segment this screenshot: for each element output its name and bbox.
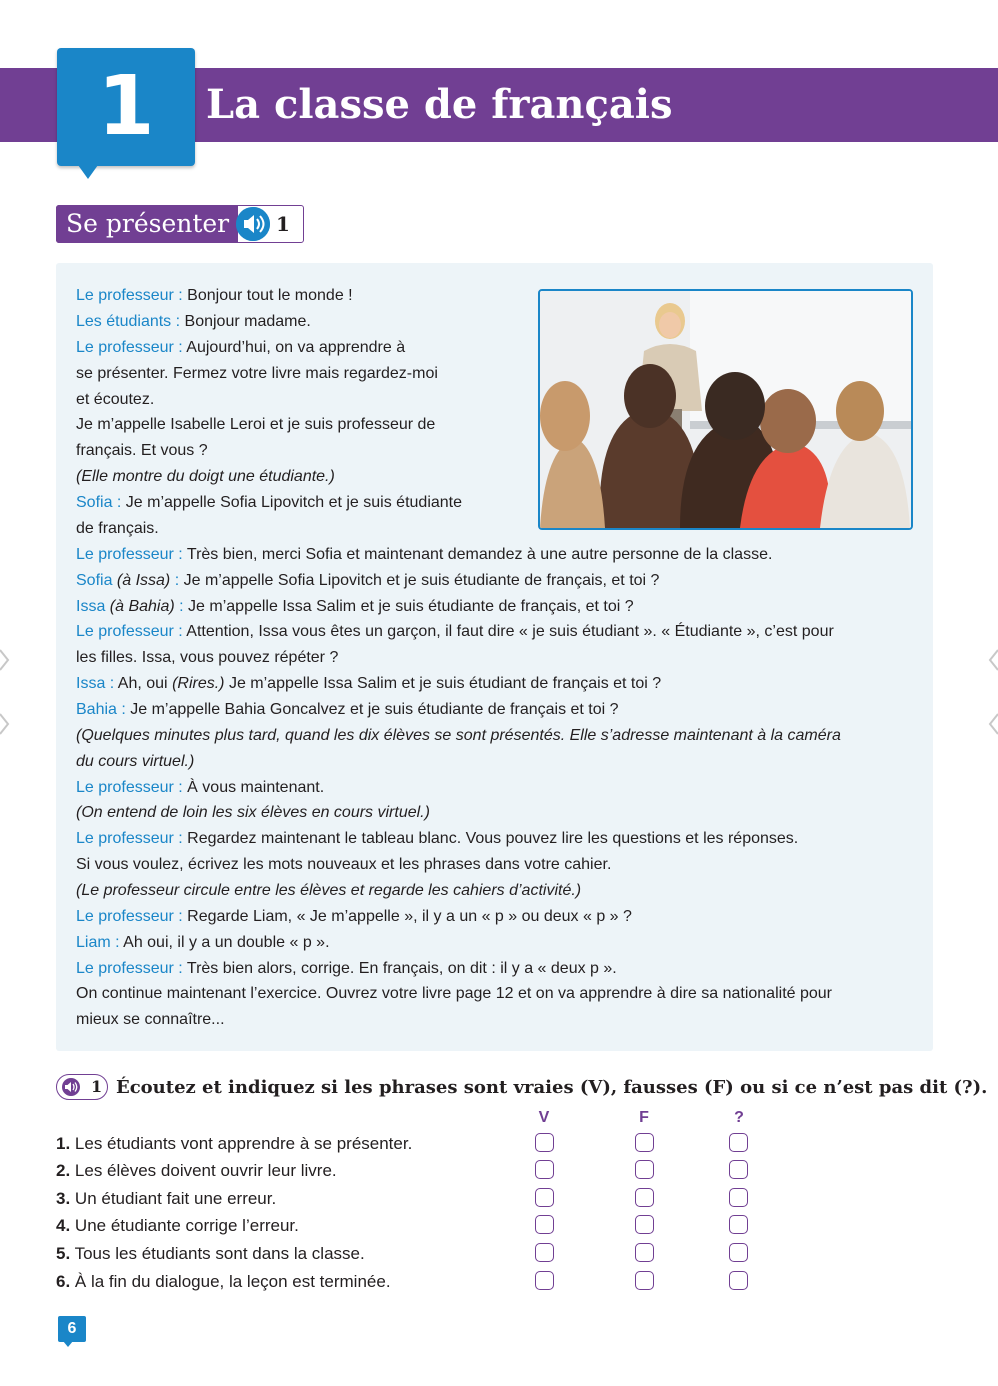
dialogue-line: Issa (à Bahia) : Je m’appelle Issa Salim et je suis étudiante de français, et toi ? [76,598,634,615]
exercise-audio-badge[interactable] [56,1074,108,1100]
column-header-f: F [639,1109,649,1126]
chevron-right-icon[interactable] [986,648,998,672]
dialogue-line: de français. [76,520,159,537]
checkbox-q4-f[interactable] [635,1215,654,1234]
dialogue-line: Sofia (à Issa) : Je m’appelle Sofia Lipovitch et je suis étudiante de français, et toi ? [76,572,660,589]
dialogue-line: Si vous voulez, écrivez les mots nouveaux et les phrases dans votre cahier. [76,856,612,873]
stage-direction: (Elle montre du doigt une étudiante.) [76,468,335,485]
speaker-icon[interactable] [236,207,270,241]
dialogue-line: Je m’appelle Isabelle Leroi et je suis professeur de [76,416,436,433]
dialogue-line: Le professeur : À vous maintenant. [76,779,325,796]
checkbox-q1-f[interactable] [635,1133,654,1152]
checkbox-q3-unknown[interactable] [729,1188,748,1207]
chapter-box-tail [78,165,98,179]
dialogue-line: Le professeur : Bonjour tout le monde ! [76,287,353,304]
dialogue-line: Le professeur : Attention, Issa vous êtes un garçon, il faut dire « je suis étudiant ». « Étudiante », c’est pour [76,623,834,640]
stage-direction: (Le professeur circule entre les élèves et regarde les cahiers d’activité.) [76,882,582,899]
checkbox-q3-v[interactable] [535,1188,554,1207]
column-header-v: V [538,1109,550,1126]
dialogue-line: Les étudiants : Bonjour madame. [76,313,311,330]
checkbox-q6-unknown[interactable] [729,1271,748,1290]
dialogue-line: se présenter. Fermez votre livre mais regardez-moi [76,365,438,382]
page-number-tail [63,1341,73,1347]
question-item: 2. Les élèves doivent ouvrir leur livre. [56,1161,337,1180]
section-title: Se présenter [66,209,230,238]
checkbox-q5-v[interactable] [535,1243,554,1262]
classroom-photo [538,289,913,530]
stage-direction: du cours virtuel.) [76,753,195,770]
chapter-number: 1 [97,59,155,154]
chapter-title: La classe de français [206,81,673,128]
dialogue-line: Bahia : Je m’appelle Bahia Goncalvez et je suis étudiante de français et toi ? [76,701,619,718]
dialogue-line: Sofia : Je m’appelle Sofia Lipovitch et je suis étudiante [76,494,463,511]
checkbox-q3-f[interactable] [635,1188,654,1207]
question-item: 3. Un étudiant fait une erreur. [56,1189,277,1208]
question-item: 4. Une étudiante corrige l’erreur. [56,1216,299,1235]
dialogue-line: Le professeur : Aujourd’hui, on va apprendre à [76,339,406,356]
dialogue-line: Le professeur : Très bien alors, corrige. En français, on dit : il y a « deux p ». [76,960,617,977]
stage-direction: (Quelques minutes plus tard, quand les dix élèves se sont présentés. Elle s’adresse maintenant à la caméra [76,727,841,744]
section-heading [56,205,304,243]
question-item: 1. Les étudiants vont apprendre à se présenter. [56,1134,413,1153]
checkbox-q2-unknown[interactable] [729,1160,748,1179]
dialogue-line: et écoutez. [76,391,155,408]
dialogue-line: Le professeur : Très bien, merci Sofia et maintenant demandez à une autre personne de la classe. [76,546,773,563]
checkbox-q6-f[interactable] [635,1271,654,1290]
stage-direction: (On entend de loin les six élèves en cours virtuel.) [76,804,430,821]
dialogue-line: Le professeur : Regarde Liam, « Je m’appelle », il y a un « p » ou deux « p » ? [76,908,632,925]
chevron-left-icon[interactable] [0,648,12,672]
dialogue-line: Le professeur : Regardez maintenant le tableau blanc. Vous pouvez lire les questions et les réponses. [76,830,799,847]
dialogue-line: mieux se connaître... [76,1011,225,1028]
checkbox-q5-f[interactable] [635,1243,654,1262]
dialogue-line: On continue maintenant l’exercice. Ouvrez votre livre page 12 et on va apprendre à dire sa nationalité pour [76,985,832,1002]
checkbox-q1-unknown[interactable] [729,1133,748,1152]
dialogue-line: Liam : Ah oui, il y a un double « p ». [76,934,330,951]
dialogue-line: les filles. Issa, vous pouvez répéter ? [76,649,339,666]
checkbox-q2-v[interactable] [535,1160,554,1179]
track-number: 1 [276,212,290,236]
checkbox-q4-v[interactable] [535,1215,554,1234]
question-item: 5. Tous les étudiants sont dans la classe. [56,1244,365,1263]
checkbox-q4-unknown[interactable] [729,1215,748,1234]
checkbox-q6-v[interactable] [535,1271,554,1290]
exercise-number: 1 [91,1077,103,1096]
column-header-unknown: ? [734,1109,744,1126]
chevron-left-icon[interactable] [0,712,12,736]
checkbox-q5-unknown[interactable] [729,1243,748,1262]
speaker-icon[interactable] [62,1078,80,1096]
dialogue-line: Issa : Ah, oui (Rires.) Je m’appelle Issa Salim et je suis étudiant de français et toi ? [76,675,662,692]
exercise-instruction: Écoutez et indiquez si les phrases sont vraies (V), fausses (F) ou si ce n’est pas dit (?). [116,1077,988,1098]
page-number: 6 [58,1316,86,1342]
checkbox-q2-f[interactable] [635,1160,654,1179]
chapter-number-box [57,48,195,166]
question-item: 6. À la fin du dialogue, la leçon est terminée. [56,1272,391,1291]
chevron-right-icon[interactable] [986,712,998,736]
dialogue-line: français. Et vous ? [76,442,208,459]
checkbox-q1-v[interactable] [535,1133,554,1152]
